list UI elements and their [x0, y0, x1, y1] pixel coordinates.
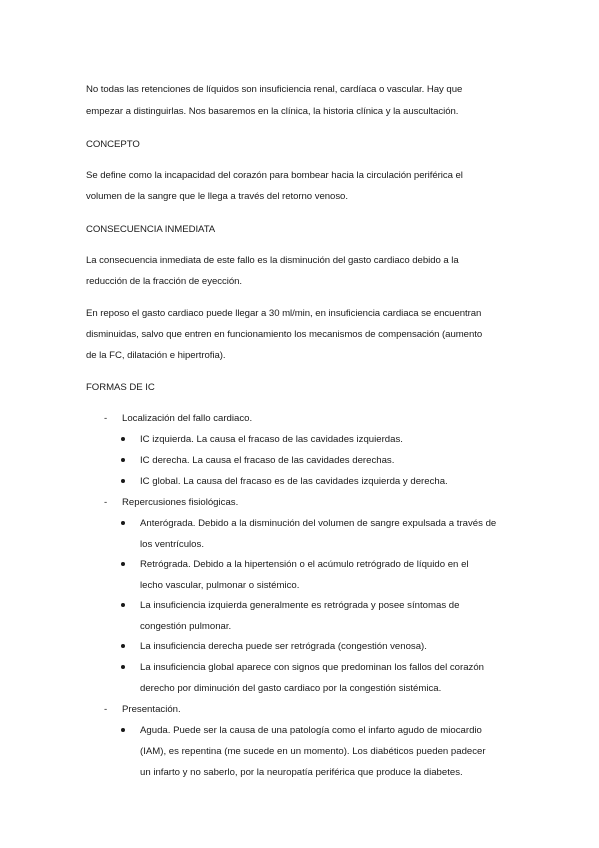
group3-item-1-line-1: Aguda. Puede ser la causa de una patología como el infarto agudo de miocardio [140, 725, 482, 736]
group2-item-2-line-1: Retrógrada. Debido a la hipertensión o el acúmulo retrógrado de líquido en el [140, 559, 469, 570]
group2-item-1-line-2: los ventrículos. [140, 539, 204, 550]
bullet [121, 603, 125, 607]
consecuencia-p1-line-1: La consecuencia inmediata de este fallo es la disminución del gasto cardiaco debido a la [86, 255, 459, 266]
group1-item-1: IC izquierda. La causa el fracaso de las cavidades izquierdas. [140, 434, 403, 445]
list-dash: - [104, 413, 108, 424]
concepto-heading: CONCEPTO [86, 139, 140, 150]
group1-label: Localización del fallo cardiaco. [122, 413, 253, 424]
consecuencia-p2-line-3: de la FC, dilatación e hipertrofia). [86, 350, 226, 361]
concepto-line-2: volumen de la sangre que le llega a través del retorno venoso. [86, 191, 348, 202]
intro-line-2: empezar a distinguirlas. Nos basaremos en la clínica, la historia clínica y la auscultación. [86, 106, 459, 117]
bullet [121, 728, 125, 732]
bullet [121, 644, 125, 648]
group2-item-2-line-2: lecho vascular, pulmonar o sistémico. [140, 580, 300, 591]
group2-item-5-line-1: La insuficiencia global aparece con signos que predominan los fallos del corazón [140, 662, 484, 673]
bullet [121, 665, 125, 669]
concepto-line-1: Se define como la incapacidad del corazón para bombear hacia la circulación periférica el [86, 170, 463, 181]
group2-label: Repercusiones fisiológicas. [122, 497, 239, 508]
list-dash: - [104, 497, 108, 508]
group2-item-4-line-1: La insuficiencia derecha puede ser retrógrada (congestión venosa). [140, 641, 427, 652]
formas-heading: FORMAS DE IC [86, 382, 155, 393]
bullet [121, 458, 125, 462]
list-dash: - [104, 704, 108, 715]
group1-item-3: IC global. La causa del fracaso es de las cavidades izquierda y derecha. [140, 476, 448, 487]
group1-item-2: IC derecha. La causa el fracaso de las cavidades derechas. [140, 455, 395, 466]
group2-item-3-line-2: congestión pulmonar. [140, 621, 232, 632]
consecuencia-p2-line-2: disminuidas, salvo que entren en funcionamiento los mecanismos de compensación (aumento [86, 329, 483, 340]
group2-item-5-line-2: derecho por diminución del gasto cardiaco por la congestión sistémica. [140, 683, 442, 694]
consecuencia-p1-line-2: reducción de la fracción de eyección. [86, 276, 243, 287]
intro-line-1: No todas las retenciones de líquidos son insuficiencia renal, cardíaca o vascular. Hay que [86, 84, 463, 95]
consecuencia-heading: CONSECUENCIA INMEDIATA [86, 224, 216, 235]
group3-item-1-line-3: un infarto y no saberlo, por la neuropatía periférica que produce la diabetes. [140, 767, 463, 778]
consecuencia-p2-line-1: En reposo el gasto cardiaco puede llegar a 30 ml/min, en insuficiencia cardiaca se encuentran [86, 308, 482, 319]
group3-label: Presentación. [122, 704, 181, 715]
bullet [121, 562, 125, 566]
bullet [121, 437, 125, 441]
group3-item-1-line-2: (IAM), es repentina (me sucede en un momento). Los diabéticos pueden padecer [140, 746, 486, 757]
group2-item-1-line-1: Anterógrada. Debido a la disminución del volumen de sangre expulsada a través de [140, 518, 497, 529]
group2-item-3-line-1: La insuficiencia izquierda generalmente es retrógrada y posee síntomas de [140, 600, 460, 611]
bullet [121, 479, 125, 483]
bullet [121, 521, 125, 525]
